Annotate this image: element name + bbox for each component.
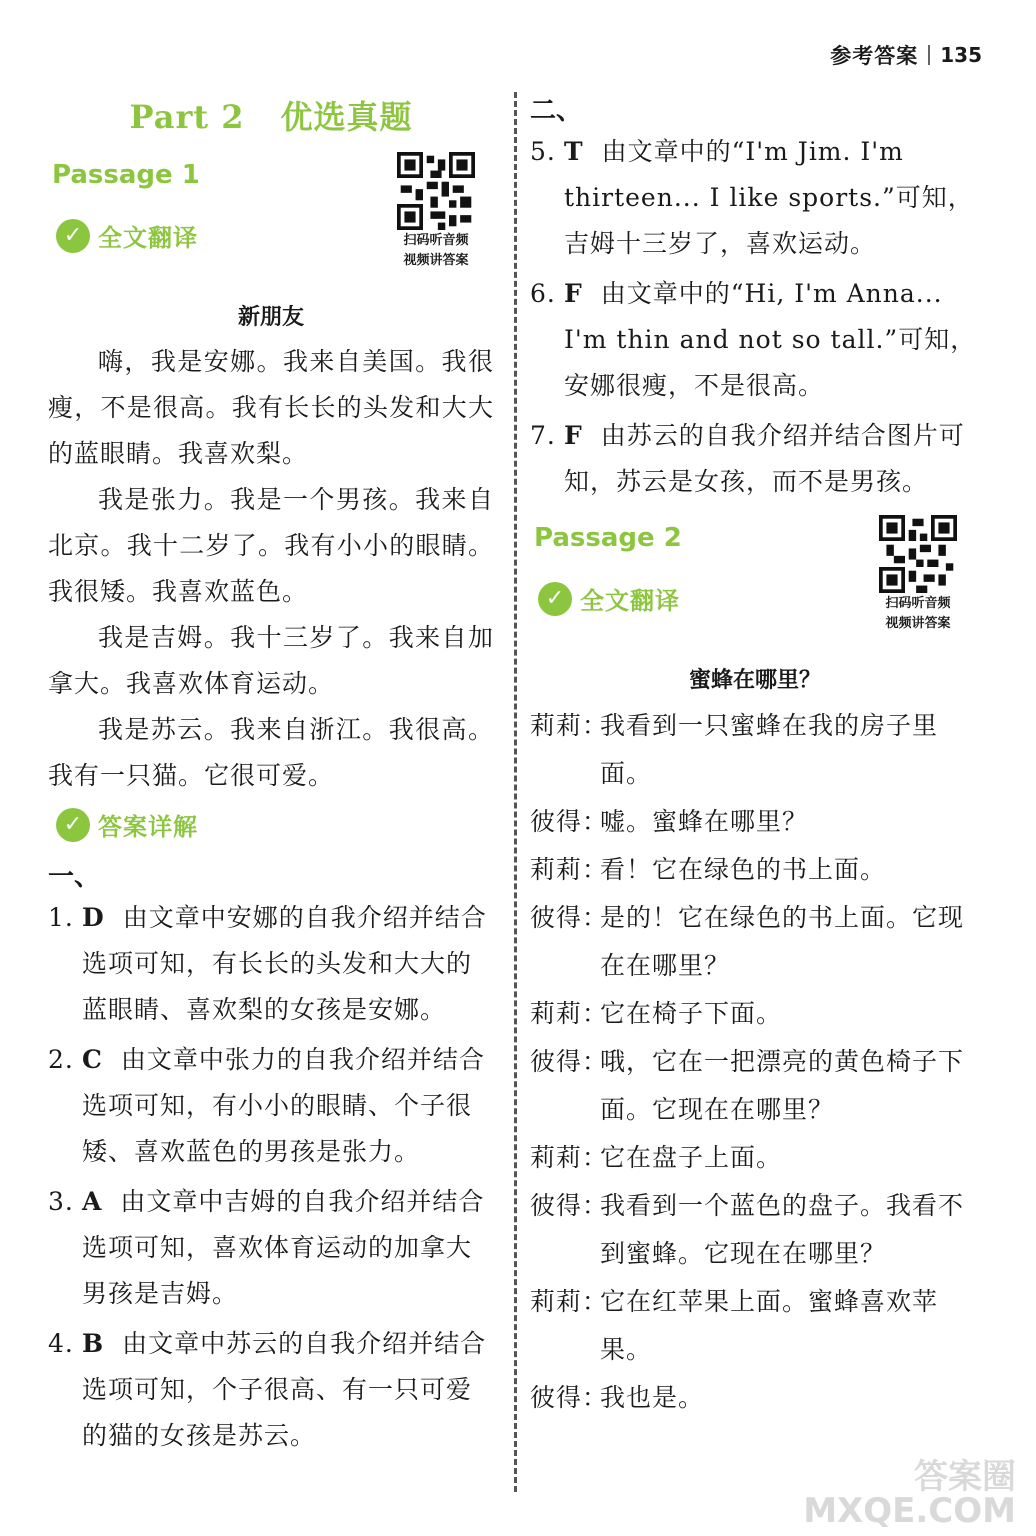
passage1-article-title: 新朋友	[237, 305, 304, 330]
page-header	[830, 40, 982, 70]
item-explanation: 由文章中安娜的自我介绍并结合选项可知，有长长的头发和大大的蓝眼睛、喜欢梨的女孩是安娜。	[82, 903, 487, 1024]
item-answer: F	[564, 421, 583, 450]
part-title-number: Part 2	[129, 98, 245, 136]
qr-caption-line2: 视频讲答案	[403, 253, 469, 268]
item-number: 4.	[48, 1329, 74, 1358]
passage2-title: Passage 2	[534, 523, 682, 553]
section-two-mark: 二、	[530, 96, 583, 126]
dialogue-line	[530, 1134, 980, 1182]
speaker: 彼得：	[530, 1383, 609, 1412]
item-explanation: 由苏云的自我介绍并结合图片可知，苏云是女孩，而不是男孩。	[564, 421, 965, 496]
passage2-article-title: 蜜蜂在哪里？	[688, 668, 821, 693]
answers-label: 答案详解	[98, 813, 198, 841]
dialogue-line	[530, 1278, 980, 1374]
passage1-paragraph-1: 嗨，我是安娜。我来自美国。我很瘦，不是很高。我有长长的头发和大大的蓝眼睛。我喜欢梨。	[48, 347, 494, 468]
dialogue-text: 它在红苹果上面。蜜蜂喜欢苹果。	[600, 1287, 939, 1364]
item-explanation: 由文章中张力的自我介绍并结合选项可知，有小小的眼睛、个子很矮、喜欢蓝色的男孩是张力。	[82, 1045, 485, 1166]
dialogue-text: 我看到一只蜜蜂在我的房子里面。	[600, 711, 939, 788]
qr-code-icon[interactable]	[397, 152, 475, 230]
dialogue-line	[530, 1038, 980, 1134]
watermark-line2: MXQE.COM	[803, 1491, 1016, 1531]
item-number: 1.	[48, 903, 74, 932]
passage1-title: Passage 1	[52, 160, 200, 190]
qr-caption-line1: 扫码听音频	[885, 596, 951, 611]
right-column	[530, 84, 980, 1422]
passage2-head	[530, 523, 980, 663]
passage1-translation-badge	[56, 218, 198, 253]
item-number: 2.	[48, 1045, 74, 1074]
check-icon: ✓	[56, 808, 90, 842]
dialogue-text: 嘘。蜜蜂在哪里？	[600, 807, 809, 836]
dialogue-text: 它在盘子上面。	[600, 1143, 783, 1172]
check-icon: ✓	[56, 219, 90, 253]
dialogue-text: 哦，它在一把漂亮的黄色椅子下面。它现在在哪里？	[600, 1047, 965, 1124]
part-title	[48, 92, 494, 138]
page-number: 135	[940, 43, 982, 67]
speaker: 彼得：	[530, 903, 609, 932]
dialogue-line	[530, 846, 980, 894]
item-number: 3.	[48, 1187, 74, 1216]
passage1-qr-block[interactable]	[390, 152, 482, 270]
dialogue-line	[530, 990, 980, 1038]
speaker: 莉莉：	[530, 1143, 609, 1172]
dialogue-text: 我也是。	[600, 1383, 705, 1412]
part-title-name: 优选真题	[280, 98, 413, 136]
answer-item	[530, 271, 980, 409]
qr-caption-line1: 扫码听音频	[403, 233, 469, 248]
item-answer: F	[564, 279, 583, 308]
passage1-paragraph-4: 我是苏云。我来自浙江。我很高。我有一只猫。它很可爱。	[48, 715, 494, 790]
answer-item	[530, 413, 980, 505]
section-one-mark: 一、	[48, 862, 101, 892]
answer-item	[48, 895, 494, 1033]
watermark-line1: 答案圈	[914, 1457, 1016, 1497]
answers-badge	[56, 807, 494, 842]
dialogue-text: 我看到一个蓝色的盘子。我看不到蜜蜂。它现在在哪里？	[600, 1191, 965, 1268]
left-column	[48, 84, 494, 1463]
speaker: 莉莉：	[530, 855, 609, 884]
answer-item	[48, 1179, 494, 1317]
dialogue-line	[530, 894, 980, 990]
item-explanation: 由文章中苏云的自我介绍并结合选项可知，个子很高、有一只可爱的猫的女孩是苏云。	[82, 1329, 487, 1450]
dialogue-line	[530, 1374, 980, 1422]
answer-item	[530, 129, 980, 267]
answer-item	[48, 1037, 494, 1175]
speaker: 莉莉：	[530, 711, 609, 740]
dialogue-line	[530, 702, 980, 798]
passage2-qr-block[interactable]	[872, 515, 964, 633]
speaker: 彼得：	[530, 807, 609, 836]
answer-item	[48, 1321, 494, 1459]
passage1-paragraph-3: 我是吉姆。我十三岁了。我来自加拿大。我喜欢体育运动。	[48, 623, 494, 698]
speaker: 彼得：	[530, 1191, 609, 1220]
item-number: 6.	[530, 279, 556, 308]
translation-label: 全文翻译	[98, 224, 198, 252]
item-number: 5.	[530, 137, 556, 166]
header-separator	[928, 45, 930, 65]
item-answer: B	[82, 1329, 105, 1358]
passage1-head	[48, 160, 494, 300]
item-answer: T	[564, 137, 584, 166]
item-number: 7.	[530, 421, 556, 450]
item-explanation: 由文章中吉姆的自我介绍并结合选项可知，喜欢体育运动的加拿大男孩是吉姆。	[82, 1187, 485, 1308]
item-answer: C	[82, 1045, 103, 1074]
item-explanation: 由文章中的“Hi, I'm Anna... I'm thin and not so tall.”可知，安娜很瘦，不是很高。	[564, 279, 977, 400]
translation-label: 全文翻译	[580, 587, 680, 615]
speaker: 彼得：	[530, 1047, 609, 1076]
item-answer: A	[82, 1187, 103, 1216]
column-divider	[514, 92, 517, 1492]
header-title: 参考答案	[830, 44, 919, 68]
check-icon: ✓	[538, 582, 572, 616]
dialogue-text: 它在椅子下面。	[600, 999, 783, 1028]
passage1-paragraph-2: 我是张力。我是一个男孩。我来自北京。我十二岁了。我有小小的眼睛。我很矮。我喜欢蓝色。	[48, 485, 494, 606]
speaker: 莉莉：	[530, 999, 609, 1028]
speaker: 莉莉：	[530, 1287, 609, 1316]
item-explanation: 由文章中的“I'm Jim. I'm thirteen... I like sports.”可知，吉姆十三岁了，喜欢运动。	[564, 137, 974, 258]
dialogue-line	[530, 798, 980, 846]
qr-code-icon[interactable]	[879, 515, 957, 593]
site-watermark	[803, 1457, 1016, 1531]
passage2-translation-badge	[538, 581, 680, 616]
dialogue-text: 看！它在绿色的书上面。	[600, 855, 887, 884]
item-answer: D	[82, 903, 105, 932]
dialogue-text: 是的！它在绿色的书上面。它现在在哪里？	[600, 903, 965, 980]
qr-caption-line2: 视频讲答案	[885, 616, 951, 631]
dialogue-line	[530, 1182, 980, 1278]
